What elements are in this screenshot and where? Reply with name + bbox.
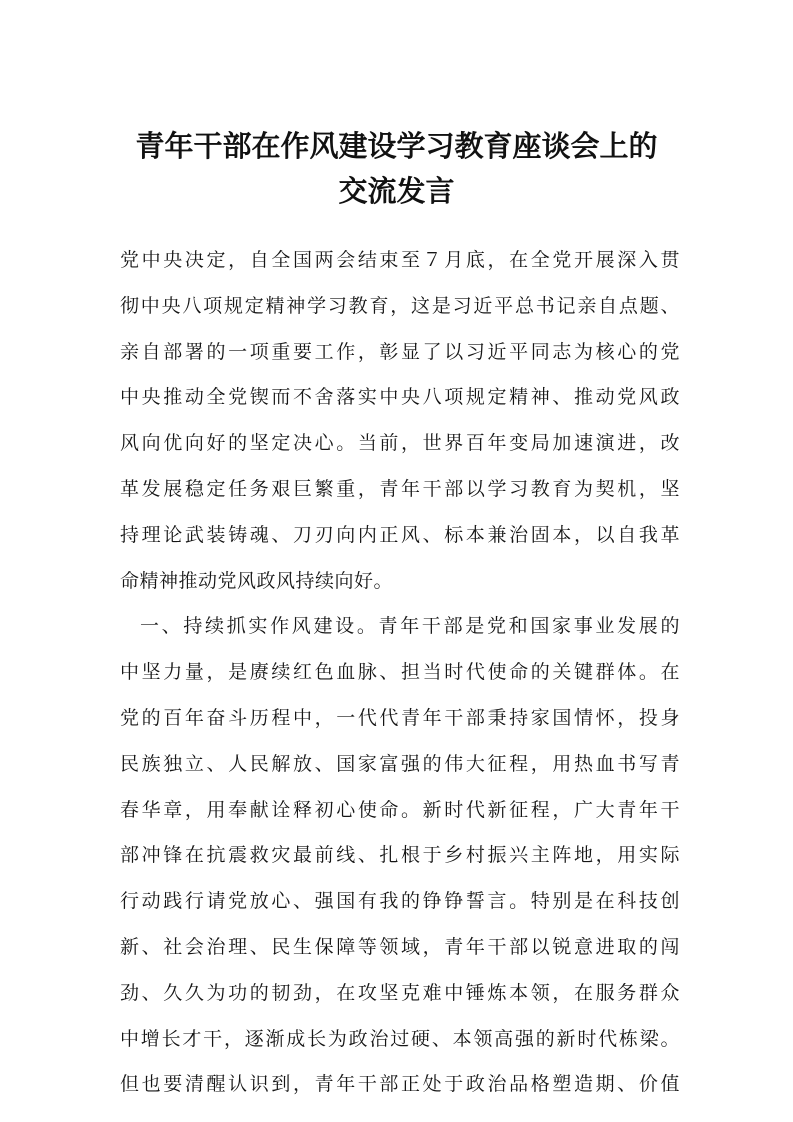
paragraph-line: 中央推动全党锲而不舍落实中央八项规定精神、推动党风政 — [120, 386, 680, 409]
paragraph-line: 部冲锋在抗震救灾最前线、扎根于乡村振兴主阵地，用实际 — [120, 844, 680, 867]
paragraph-line: 但也要清醒认识到，青年干部正处于政治品格塑造期、价值 — [120, 1073, 680, 1096]
paragraph-line: 彻中央八项规定精神学习教育，这是习近平总书记亲自点题、 — [120, 294, 680, 317]
paragraph-line: 持理论武装铸魂、刀刃向内正风、标本兼治固本，以自我革 — [120, 523, 680, 546]
paragraph-line: 党的百年奋斗历程中，一代代青年干部秉持家国情怀，投身 — [120, 706, 680, 729]
document-title-line-2: 交流发言 — [338, 174, 455, 208]
document-body — [120, 238, 680, 1108]
paragraph-line: 新、社会治理、民生保障等领域，青年干部以锐意进取的闯 — [120, 935, 680, 958]
paragraph-line: 亲自部署的一项重要工作，彰显了以习近平同志为核心的党 — [120, 340, 680, 363]
paragraph-line: 命精神推动党风政风持续向好。 — [120, 569, 394, 592]
paragraph-line: 劲、久久为功的韧劲，在攻坚克难中锤炼本领，在服务群众 — [120, 981, 680, 1004]
paragraph-line: 党中央决定，自全国两会结束至７月底，在全党开展深入贯 — [120, 249, 680, 271]
paragraph-line: 中坚力量，是赓续红色血脉、担当时代使命的关键群体。在 — [120, 661, 680, 684]
paragraph-line: 行动践行请党放心、强国有我的铮铮誓言。特别是在科技创 — [120, 890, 680, 913]
section-heading-line: 一、持续抓实作风建设。青年干部是党和国家事业发展的 — [140, 615, 680, 638]
paragraph-line: 革发展稳定任务艰巨繁重，青年干部以学习教育为契机，坚 — [120, 477, 680, 500]
document-title-line-1: 青年干部在作风建设学习教育座谈会上的 — [135, 129, 658, 163]
paragraph-line: 春华章，用奉献诠释初心使命。新时代新征程，广大青年干 — [120, 798, 680, 821]
paragraph-line: 中增长才干，逐渐成长为政治过硬、本领高强的新时代栋梁。 — [120, 1027, 680, 1050]
paragraph-line: 民族独立、人民解放、国家富强的伟大征程，用热血书写青 — [120, 752, 680, 775]
paragraph-line: 风向优向好的坚定决心。当前，世界百年变局加速演进，改 — [120, 432, 680, 455]
